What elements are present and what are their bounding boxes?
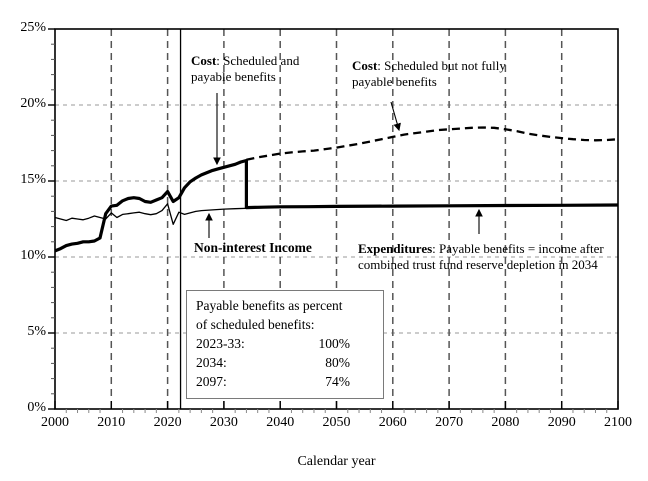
cost-payable-annotation xyxy=(191,53,317,85)
x-tick-label: 2090 xyxy=(547,415,576,430)
non-interest-income-label: Non-interest Income xyxy=(194,240,312,255)
box-row xyxy=(196,353,350,372)
x-tick-label: 2020 xyxy=(153,415,182,430)
box-row-value: 80% xyxy=(325,355,350,370)
y-tick-label: 15% xyxy=(20,172,46,187)
x-tick-label: 2030 xyxy=(209,415,238,430)
y-tick-label: 20% xyxy=(20,96,46,111)
x-tick-label: 2050 xyxy=(322,415,351,430)
box-row-label: 2097: xyxy=(196,374,227,389)
y-tick-label: 10% xyxy=(20,248,46,263)
x-tick-label: 2000 xyxy=(41,415,69,430)
x-tick-label: 2010 xyxy=(97,415,126,430)
payable-benefits-box xyxy=(186,290,384,399)
annotation-term: Cost xyxy=(352,58,378,73)
x-axis-title: Calendar year xyxy=(297,454,376,469)
x-tick-label: 2080 xyxy=(491,415,520,430)
expenditures-annotation xyxy=(358,241,634,273)
annotation-text: : Scheduled and payable benefits xyxy=(191,53,300,85)
y-tick-label: 25% xyxy=(20,20,46,35)
x-tick-label: 2070 xyxy=(435,415,464,430)
box-row-label: 2034: xyxy=(196,355,227,370)
annotation-term: Cost xyxy=(191,53,217,68)
box-row xyxy=(196,372,350,391)
box-row-label: 2023-33: xyxy=(196,336,245,351)
y-tick-label: 0% xyxy=(27,400,46,415)
annotation-text: : Scheduled but not fully payable benefits xyxy=(352,58,506,90)
annotation-arrows xyxy=(209,93,479,238)
annotation-text: : Payable benefits = income after combined trust fund reserve depletion in 2034 xyxy=(358,241,604,273)
x-tick-label: 2100 xyxy=(604,415,632,430)
x-tick-label: 2040 xyxy=(266,415,295,430)
box-heading-line2: of scheduled benefits: xyxy=(196,317,315,332)
box-row xyxy=(196,334,350,353)
x-tick-label: 2060 xyxy=(378,415,407,430)
box-row-value: 74% xyxy=(325,374,350,389)
annotation-term: Expenditures xyxy=(358,241,433,256)
cost-scheduled-annotation xyxy=(352,58,538,90)
box-heading-line1: Payable benefits as percent xyxy=(196,298,343,313)
box-row-value: 100% xyxy=(318,336,350,351)
y-tick-label: 5% xyxy=(27,324,46,339)
